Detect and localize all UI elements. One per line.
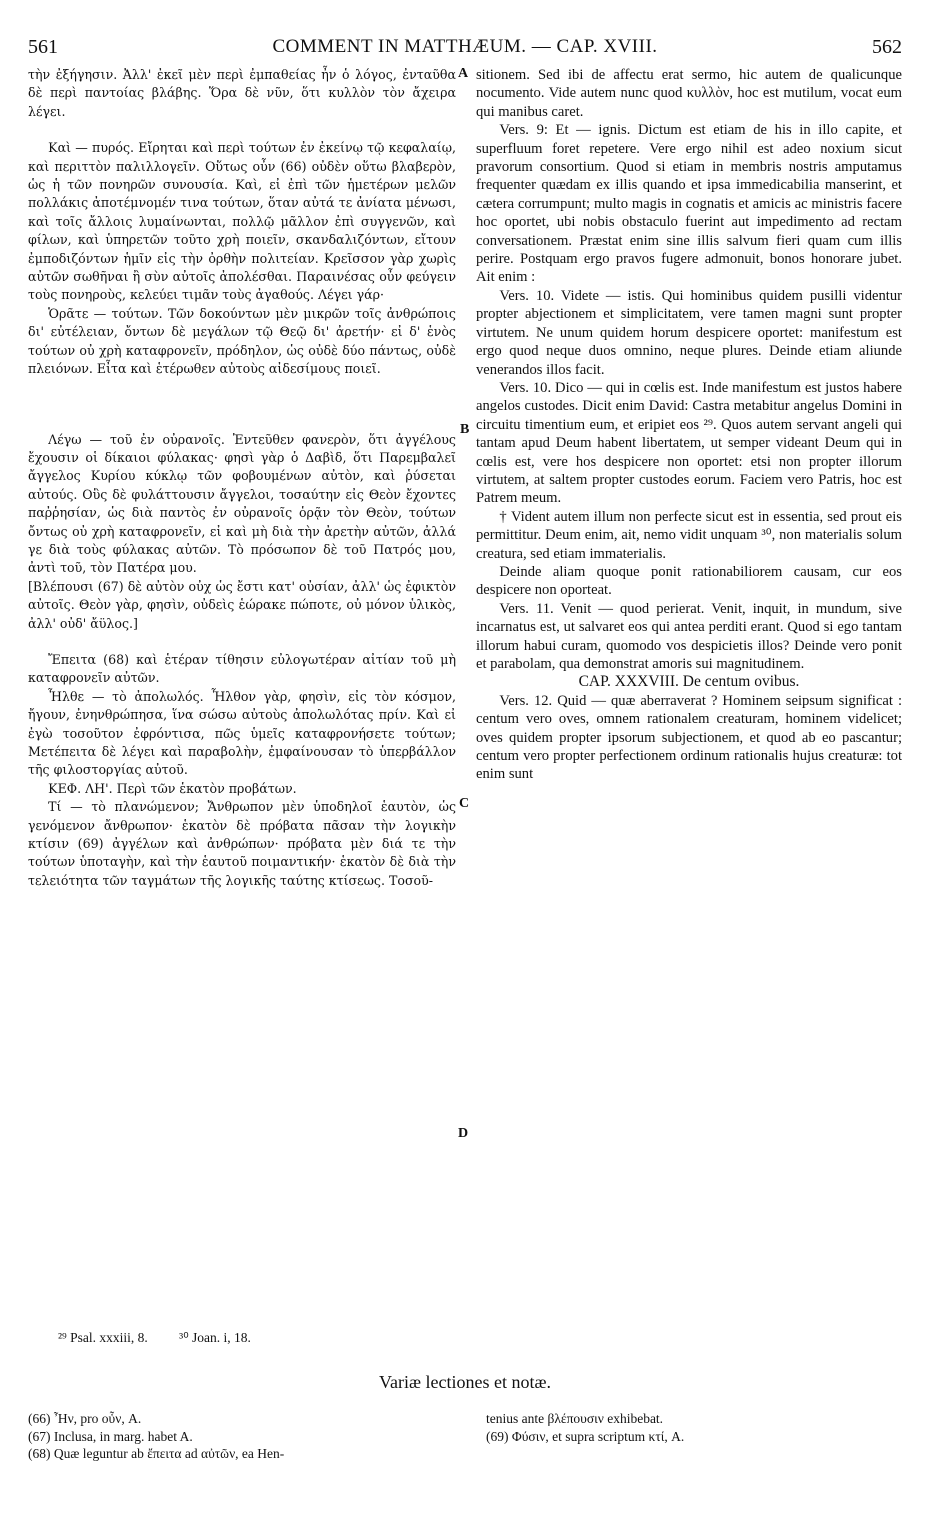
greek-chapter-heading: ΚΕΦ. ΛΗ'. Περὶ τῶν ἑκατὸν προβάτων. bbox=[48, 780, 297, 796]
greek-column bbox=[28, 66, 456, 890]
latin-paragraph: † Vident autem illum non perfecte sicut est in essentia, sed prout eis permittitur. Deum enim, ait, nemo vidit unquam ³⁰, non materialis solum creatura, sed etiam immaterialis. bbox=[476, 508, 902, 562]
variant-note: (69) Φύσιν, et supra scriptum κτί, A. bbox=[486, 1428, 685, 1444]
latin-paragraph: sitionem. Sed ibi de affectu erat sermo, hic autem de qualicunque nocumento. Vide autem nunc quod κυλλὸν, hoc est mutilum, vocat eum qui manibus caret. bbox=[476, 67, 902, 120]
variant-note: (68) Quæ leguntur ab ἔπειτα ad αὐτῶν, ea Hen- bbox=[28, 1446, 285, 1461]
variant-notes-right bbox=[486, 1410, 902, 1445]
greek-paragraph: Ὁρᾶτε — τούτων. Τῶν δοκούντων μὲν μικρῶν τοῖς ἀνθρώποις δι' εὐτέλειαν, ὄντων δὲ μεγάλων τῷ Θεῷ δι' ἀρετήν· εἰ δ' ἑνὸς τούτων οὐ χρὴ καταφρονεῖν, πρόδηλον, ὡς οὐδὲ δύο πάντως, οὐδὲ πλειόνων. Εἶτα καὶ ἑτέρωθεν αὐτοὺς αἰδεσίμους ποιεῖ. bbox=[28, 305, 456, 377]
latin-paragraph: Deinde aliam quoque ponit rationabiliorem causam, cur eos despicere non oporteat. bbox=[476, 563, 902, 599]
greek-paragraph: Ἔπειτα (68) καὶ ἑτέραν τίθησιν εὐλογωτέραν αἰτίαν τοῦ μὴ καταφρονεῖν αὐτῶν. bbox=[28, 651, 456, 686]
greek-paragraph: Τί — τὸ πλανώμενον; Ἄνθρωπον μὲν ὑποδηλοῖ ἑαυτὸν, ὡς γενόμενον ἄνθρωπον· ἑκατὸν δὲ πρόβατα πᾶσαν τὴν λογικὴν κτίσιν (69) ἀγγέλων καὶ ἀνθρώπων· πρόβατα μὲν διά τε τὴν τούτων ὑποταγὴν, καὶ τὴν ἑαυτοῦ ποιμαντικήν· ἑκατὸν δὲ διὰ τὴν τελειότητα τῶν ταγμάτων τῆς λογικῆς ταύτης κτίσεως. Τοσοῦ- bbox=[28, 799, 456, 888]
latin-paragraph: Vers. 10. Videte — istis. Qui hominibus quidem pusilli videntur propter abjectionem et simplicitatem, vere tamen magni sunt propter virtutem. Ne unum quidem horum despicere oportet: manifestum est ergo quod neque duos omnino, neque plures. Deinde etiam aliunde venerandos illos facit. bbox=[476, 287, 902, 378]
page-number-right: 562 bbox=[872, 36, 902, 58]
margin-letter-c: C bbox=[459, 796, 470, 811]
greek-bracketed-paragraph: [Βλέπουσι (67) δὲ αὐτὸν οὐχ ὡς ἔστι κατ' οὐσίαν, ἀλλ' ὡς ἐφικτὸν αὐτοῖς. Θεὸν γὰρ, φησὶν, οὐδεὶς ἑώρακε πώποτε, οὐ μόνον ὑλικὸς, ἀλλ' οὐδ' ἄϋλος.] bbox=[28, 578, 456, 631]
greek-paragraph: τὴν ἐξήγησιν. Ἀλλ' ἐκεῖ μὲν περὶ ἐμπαθείας ἦν ὁ λόγος, ἐνταῦθα δὲ περὶ παντοίας βλάβης. Ὅρα δὲ νῦν, ὅτι κυλλὸν τὸν ἄχειρα λέγει. bbox=[28, 67, 456, 119]
latin-column bbox=[476, 66, 902, 784]
greek-paragraph: Ἦλθε — τὸ ἀπολωλός. Ἦλθον γὰρ, φησὶν, εἰς τὸν κόσμον, ἤγουν, ἐνηνθρώπησα, ἵνα σώσω αὐτοὺς ἀπολωλότας πρίν. Καὶ εἰ ἐγὼ τοσοῦτον ἐφρόντισα, πῶς ὑμεῖς καταφρονήσετε τούτων; Μετέπειτα δὲ λέγει καὶ παραβολὴν, ἐμφαίνουσαν τὸ ὑπερβάλλον τῆς φιλοστοργίας αὐτοῦ. bbox=[28, 688, 456, 778]
page-number-left: 561 bbox=[28, 36, 58, 58]
variant-note: (67) Inclusa, in marg. habet A. bbox=[28, 1428, 193, 1444]
margin-letter-a: A bbox=[458, 66, 469, 81]
greek-paragraph: Καὶ — πυρός. Εἴρηται καὶ περὶ τούτων ἐν ἐκείνῳ τῷ κεφαλαίῳ, καὶ περιττὸν παλιλλογεῖν. Οὕτως οὖν (66) οὐδὲν οὕτω βλαβερὸν, ὡς ἡ τῶν πονηρῶν συνουσία. Καὶ, εἰ ἐπὶ τῶν ἡμετέρων μελῶν πολλάκις ἀποτέμνομέν τινα τούτων, ὅταν αὐτά τε ἀνίατα μένωσι, καὶ τοῖς ἄλλοις λυμαίνωνται, πολλῷ μᾶλλον ἐπὶ συγγενῶν, καὶ φίλων, καὶ ὑπηρετῶν τοῦτο χρὴ ποιεῖν, σκανδαλιζόντων, εἴτουν ἐμποδιζόντων ἡμῖν εἰς τὴν ὀρθὴν πολιτείαν. Κρεῖσσον γὰρ χωρὶς αὐτῶν σωθῆναι ἢ σὺν αὐτοῖς ἀπολέσθαι. Παραινέσας οὖν φεύγειν τοὺς πονηροὺς, κελεύει τιμᾶν τοὺς ἀγαθούς. Λέγει γάρ· bbox=[28, 140, 456, 303]
variant-note: tenius ante βλέπουσιν exhibebat. bbox=[486, 1411, 664, 1426]
footnote: ²⁹ Psal. xxxiii, 8. bbox=[58, 1330, 148, 1345]
margin-letter-d: D bbox=[458, 1126, 469, 1141]
latin-paragraph: Vers. 11. Venit — quod perierat. Venit, inquit, in mundum, sive incarnatus est, ut salvaret eos qui antea perditi erant. Quod si ego tantam illorum habui curam, quomodo vos despicietis illos? Deinde vero ponit et parabolam, qua demonstrat amoris sui magnitudinem. bbox=[476, 600, 902, 672]
latin-paragraph: Vers. 10. Dico — qui in cœlis est. Inde manifestum est justos habere angelos custodes. Dicit enim David: Castra metabitur angelus Domini in circuitu timentium eum, et eripiet eos ²⁹. Quos autem servant angeli qui tantam apud Deum habent libertatem, ut semper videant Deum qui in cœlis est, vere hos despicere non oportet: etsi non propter illorum virtutem, at saltem propter custodes eorum. Faciem vero Patris, hoc est Patrem meum. bbox=[476, 379, 902, 507]
variant-note: (66) Ἦν, pro οὖν, A. bbox=[28, 1411, 142, 1426]
latin-paragraph: Vers. 12. Quid — quæ aberraverat ? Hominem seipsum significat : centum vero oves, omnem rationalem creaturam, hominem videlicet; oves quidem propter ipsorum subjectionem, et quod ab eo pascantur; centum vero propter perfectionem ordinum rationalis hujus creaturæ: tot enim sunt bbox=[476, 692, 902, 783]
latin-chapter-heading: CAP. XXXVIII. De centum ovibus. bbox=[578, 673, 800, 691]
variant-notes-left bbox=[28, 1410, 458, 1463]
variae-lectiones-title: Variæ lectiones et notæ. bbox=[379, 1372, 551, 1392]
margin-letter-b: B bbox=[460, 422, 470, 437]
greek-paragraph: Λέγω — τοῦ ἐν οὐρανοῖς. Ἐντεῦθεν φανερὸν, ὅτι ἀγγέλους ἔχουσιν οἱ δίκαιοι φύλακας· φησὶ γὰρ ὁ Δαβὶδ, ὅτι Παρεμβαλεῖ ἄγγελος Κυρίου κύκλῳ τῶν φοβουμένων αὐτὸν, καὶ ῥύσεται αὐτούς. Οὓς δὲ φυλάττουσιν ἄγγελοι, τοσαύτην εἰς Θεὸν ἔχοντες παῤῥησίαν, ὡς διὰ παντὸς ἐν οὐρανοῖς ὁρᾷν τὸν Θεὸν, τούτων ὄντως οὐ χρὴ καταφρονεῖν, εἰ καὶ μὴ διὰ τὴν ἀρετὴν αὐτῶν, ἀλλά γε διὰ τοὺς φύλακας αὐτῶν. Τὸ πρόσωπον δὲ τοῦ Πατρός μου, ἀντὶ τοῦ, τὸν Πατέρα μου. bbox=[28, 431, 456, 576]
page-header bbox=[28, 36, 902, 62]
footnote: ³⁰ Joan. i, 18. bbox=[179, 1330, 251, 1345]
running-title: COMMENT IN MATTHÆUM. — CAP. XVIII. bbox=[272, 36, 658, 57]
latin-paragraph: Vers. 9: Et — ignis. Dictum est etiam de his in illo capite, et superfluum foret repetere. Vere ergo nihil est adeo noxium sicut pravorum consortium. Quod si etiam in membris nostris amputamus frequenter quædam ex illis quando et ipsa immedicabilia manserint, et cætera corrumpunt; multo magis in cognatis et amicis ac ministris facere hoc oportet, ubi nobis obstaculo fuerint aut impedimento ad rectam conversationem. Præstat enim sine illis salvum fieri quam cum illis perire. Postquam ergo pravos fugere admonuit, bonos honorare jubet. Ait enim : bbox=[476, 122, 902, 286]
